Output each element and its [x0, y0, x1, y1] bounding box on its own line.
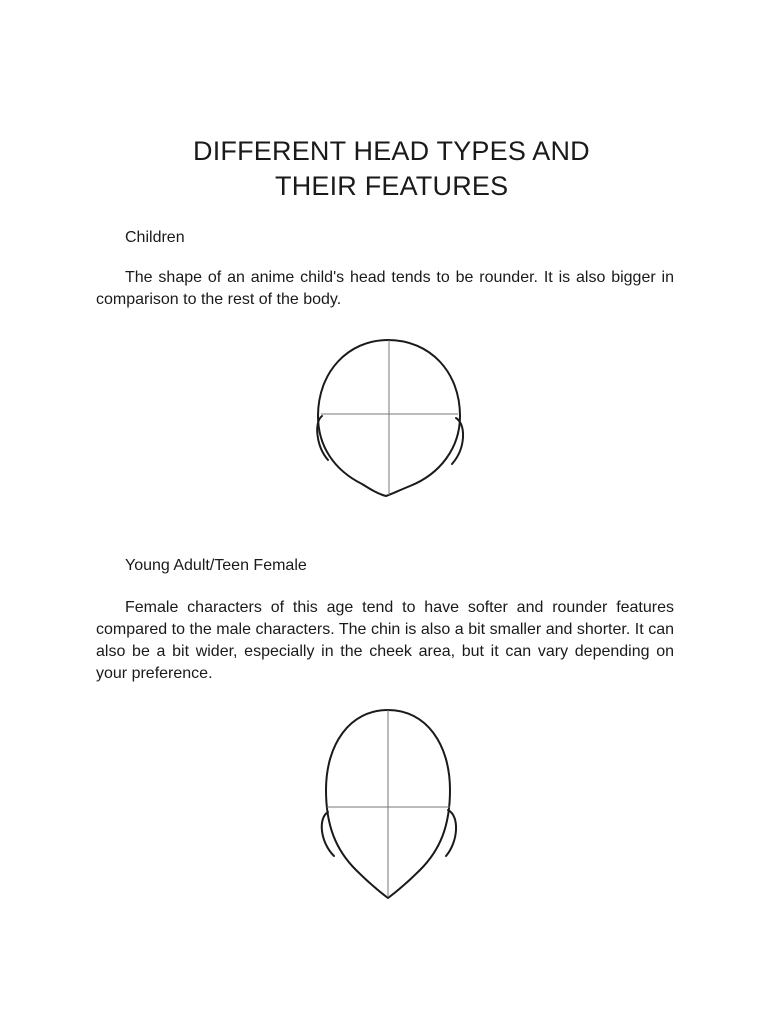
round-child-head-icon: [300, 330, 480, 510]
page-title-line-2: THEIR FEATURES: [275, 171, 509, 201]
section-heading-young-adult-teen-female: Young Adult/Teen Female: [125, 557, 307, 574]
section-paragraph-young-adult-teen-female: Female characters of this age tend to have softer and rounder features compared to the male characters. The chin is also a bit smaller and shorter. It can also be a bit wider, especially in the cheek area, but it can vary depending on your preference.: [96, 599, 674, 682]
page-title-line-1: DIFFERENT HEAD TYPES AND: [193, 136, 590, 166]
child-head-figure: [300, 330, 480, 510]
page-title: [0, 134, 768, 204]
section-paragraph-children: The shape of an anime child's head tends to be rounder. It is also bigger in comparison to the rest of the body.: [96, 269, 674, 308]
oval-female-head-icon: [300, 700, 480, 910]
section-heading-children: Children: [125, 229, 185, 246]
female-head-figure: [300, 700, 480, 910]
